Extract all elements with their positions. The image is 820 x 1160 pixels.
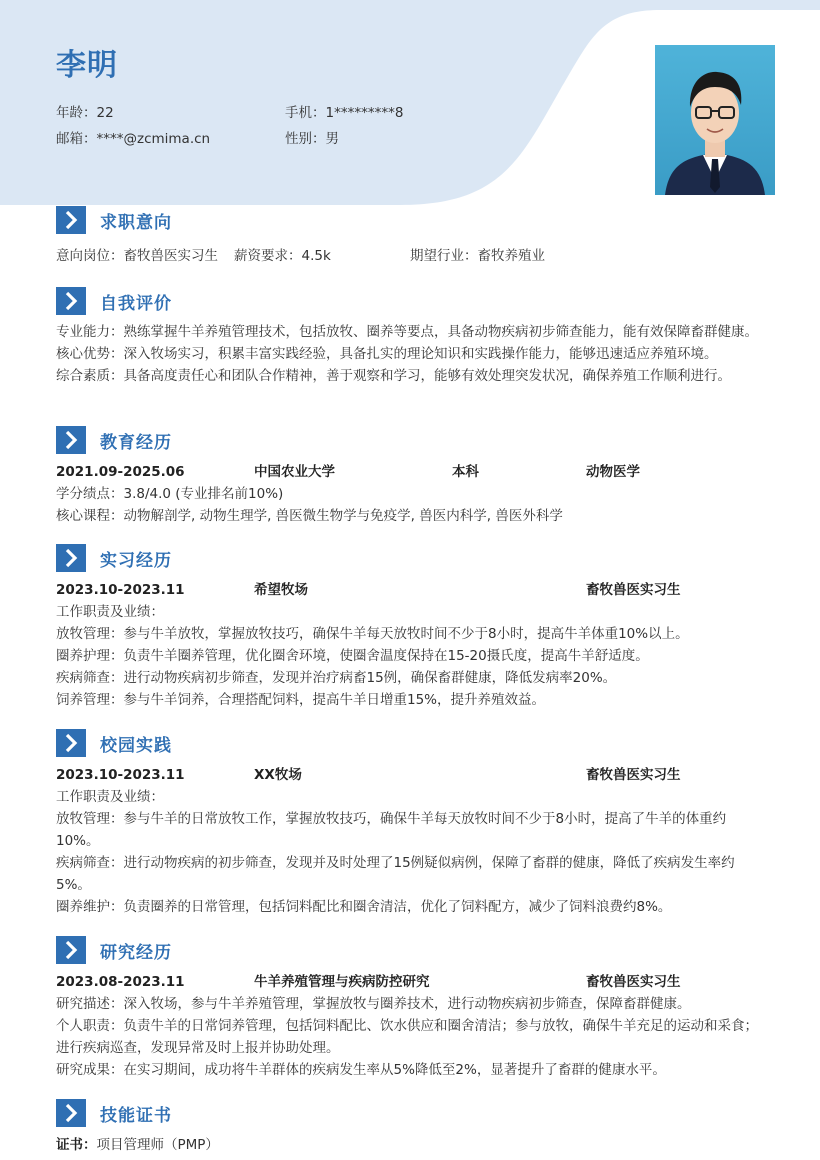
campus-role: 畜牧兽医实习生: [586, 767, 681, 783]
industry-text: 期望行业：畜牧养殖业: [410, 248, 545, 264]
self-eval-line: 专业能力：熟练掌握牛羊养殖管理技术，包括放牧、圈养等要点，具备动物疾病初步筛查能力，能有效保障畜群健康。: [56, 324, 758, 340]
chevron-right-icon: [56, 206, 86, 234]
candidate-name: 李明: [56, 48, 118, 83]
internship-role: 畜牧兽医实习生: [586, 582, 681, 598]
internship-period: 2023.10-2023.11: [56, 582, 185, 598]
cert-line: [56, 1134, 768, 1156]
education-line: 核心课程：动物解剖学, 动物生理学, 兽医微生物学与免疫学, 兽医内科学, 兽医外科学: [56, 508, 563, 524]
research-line: 研究成果：在实习期间，成功将牛羊群体的疾病发生率从5%降低至2%，显著提升了畜群的健康水平。: [56, 1062, 666, 1078]
chevron-right-icon: [56, 729, 86, 757]
self-eval-line: 核心优势：深入牧场实习，积累丰富实践经验，具备扎实的理论知识和实践操作能力，能够迅速适应养殖环境。: [56, 346, 718, 362]
campus-line: 圈养维护：负责圈养的日常管理，包括饲料配比和圈舍清洁，优化了饲料配方，减少了饲料浪费约8%。: [56, 899, 672, 915]
section-header: [56, 1099, 768, 1127]
chevron-right-icon: [56, 544, 86, 572]
section-title: 研究经历: [100, 943, 172, 963]
research-line: 研究描述：深入牧场，参与牛羊养殖管理，掌握放牧与圈养技术，进行动物疾病初步筛查，保障畜群健康。: [56, 996, 691, 1012]
section-header: [56, 544, 768, 572]
section-header: [56, 206, 768, 234]
chevron-right-icon: [56, 426, 86, 454]
gender-info: 性别：男: [285, 131, 339, 147]
section-header: [56, 729, 768, 757]
education-period: 2021.09-2025.06: [56, 464, 185, 480]
campus-org: XX牧场: [254, 767, 302, 783]
education-line: 学分绩点：3.8/4.0 (专业排名前10%): [56, 486, 284, 502]
cert-value: 项目管理师（PMP）: [96, 1137, 219, 1153]
section-title: 求职意向: [100, 213, 172, 233]
age-info: 年龄：22: [56, 105, 114, 121]
cert-label: 证书：: [56, 1137, 97, 1153]
chevron-right-icon: [56, 287, 86, 315]
profile-photo: [655, 45, 775, 195]
phone-info: 手机：1*********8: [285, 105, 404, 121]
section-header: [56, 426, 768, 454]
section-header: [56, 287, 768, 315]
self-eval-line: 综合素质：具备高度责任心和团队合作精神，善于观察和学习，能够有效处理突发状况，确保养殖工作顺利进行。: [56, 368, 731, 384]
internship-line: 饲养管理：参与牛羊饲养，合理搭配饲料，提高牛羊日增重15%，提升养殖效益。: [56, 692, 546, 708]
self-eval-section: [56, 287, 768, 387]
campus-period: 2023.10-2023.11: [56, 767, 185, 783]
section-title: 校园实践: [100, 736, 172, 756]
education-school: 中国农业大学: [254, 464, 335, 480]
internship-line: 疾病筛查：进行动物疾病初步筛查，发现并治疗病畜15例，确保畜群健康，降低发病率20%。: [56, 670, 617, 686]
section-title: 技能证书: [100, 1106, 172, 1126]
section-title: 自我评价: [100, 294, 172, 314]
research-role: 畜牧兽医实习生: [586, 974, 681, 990]
education-section: [56, 426, 768, 527]
campus-section: [56, 729, 768, 918]
position-text: 意向岗位：畜牧兽医实习生: [56, 248, 218, 264]
section-header: [56, 936, 768, 964]
research-line: 个人职责：负责牛羊的日常饲养管理，包括饲料配比、饮水供应和圈舍清洁；参与放牧，确保牛羊充足的运动和采食；进行疾病巡查，发现异常及时上报并协助处理。: [56, 1018, 758, 1056]
internship-line: 圈养护理：负责牛羊圈养管理，优化圈舍环境，使圈舍温度保持在15-20摄氏度，提高牛羊舒适度。: [56, 648, 649, 664]
internship-line: 工作职责及业绩：: [56, 604, 164, 620]
campus-line: 放牧管理：参与牛羊的日常放牧工作，掌握放牧技巧，确保牛羊每天放牧时间不少于8小时，提高了牛羊的体重约10%。: [56, 811, 727, 849]
job-intent-section: [56, 206, 768, 267]
section-title: 实习经历: [100, 551, 172, 571]
chevron-right-icon: [56, 1099, 86, 1127]
internship-section: [56, 544, 768, 711]
chevron-right-icon: [56, 936, 86, 964]
campus-line: 工作职责及业绩：: [56, 789, 164, 805]
education-major: 动物医学: [586, 464, 640, 480]
section-title: 教育经历: [100, 433, 172, 453]
education-degree: 本科: [452, 464, 479, 480]
research-period: 2023.08-2023.11: [56, 974, 185, 990]
research-section: [56, 936, 768, 1081]
campus-line: 疾病筛查：进行动物疾病的初步筛查，发现并及时处理了15例疑似病例，保障了畜群的健康，降低了疾病发生率约5%。: [56, 855, 735, 893]
email-info: 邮箱：****@zcmima.cn: [56, 131, 211, 147]
internship-org: 希望牧场: [254, 582, 308, 598]
salary-text: 薪资要求：4.5k: [234, 248, 331, 264]
skills-section: [56, 1099, 768, 1156]
research-org: 牛羊养殖管理与疾病防控研究: [254, 974, 430, 990]
internship-line: 放牧管理：参与牛羊放牧，掌握放牧技巧，确保牛羊每天放牧时间不少于8小时，提高牛羊体重10%以上。: [56, 626, 689, 642]
